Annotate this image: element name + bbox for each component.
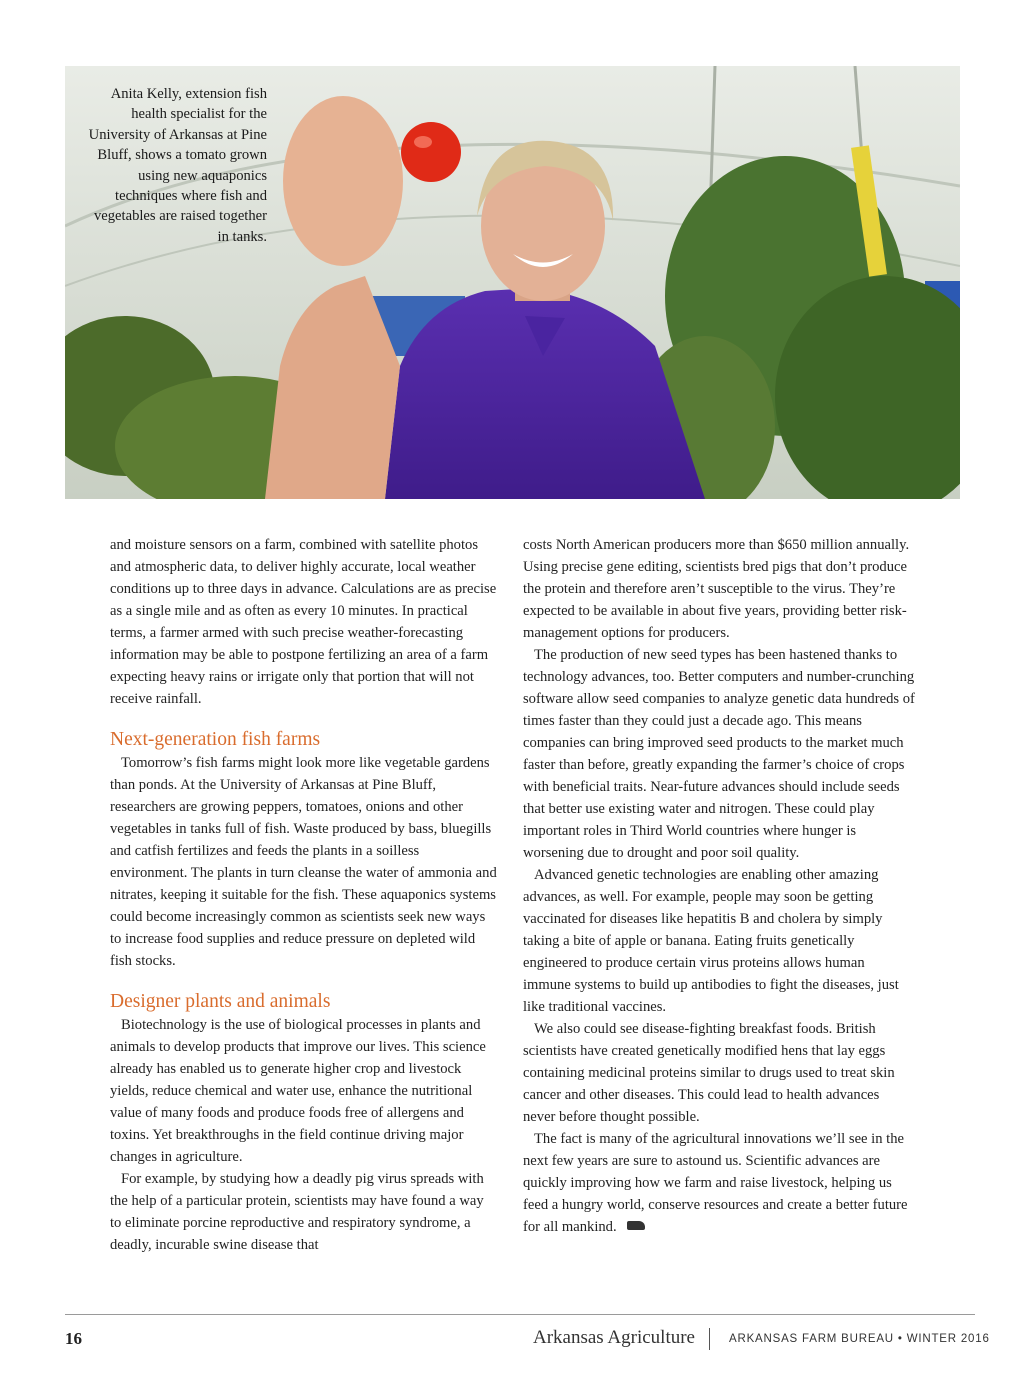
footer-separator xyxy=(709,1328,710,1350)
footer-rule xyxy=(65,1314,975,1315)
photo-caption: Anita Kelly, extension fish health specialist for the University of Arkansas at Pine Bluff, shows a tomato grown using new aquaponics techniques where fish and vegetables are raised together in tanks. xyxy=(88,86,267,245)
final-paragraph xyxy=(523,1128,915,1238)
article-photo xyxy=(65,66,960,499)
right-column xyxy=(523,534,915,1238)
paragraph: Advanced genetic technologies are enabling other amazing advances, as well. For example, people may soon be getting vaccinated for diseases like hepatitis B and cholera by simply taking a bite of apple or banana. Eating fruits genetically engineered to produce certain virus proteins allows human immune systems to build up antibodies to fight the diseases, just like traditional vaccines. xyxy=(523,867,899,1015)
section-heading-fish-farms: Next-generation fish farms xyxy=(110,729,321,750)
paragraph: Biotechnology is the use of biological processes in plants and animals to develop products that improve our lives. This science already has enabled us to generate higher crop and livestock yields, reduce chemical and water use, enhance the nutritional value of many foods and produce foods free of allergens and toxins. Yet breakthroughs in the field continue driving major changes in agriculture. xyxy=(110,1017,486,1165)
page-number: 16 xyxy=(65,1329,82,1348)
end-mark-icon xyxy=(627,1221,645,1230)
section-heading-designer-plants: Designer plants and animals xyxy=(110,991,331,1012)
issue-info: ARKANSAS FARM BUREAU • WINTER 2016 xyxy=(729,1333,990,1345)
paragraph: and moisture sensors on a farm, combined with satellite photos and atmospheric data, to deliver highly accurate, local weather conditions up to three days in advance. Calculations are as precise as a single mile and as often as every 10 minutes. In practical terms, a farmer armed with such precise weather-forecasting information may be able to postpone fertilizing an area of a farm expecting heavy rains or irrigate only that portion that will not receive rainfall. xyxy=(110,537,497,707)
paragraph: The production of new seed types has been hastened thanks to technology advances, too. Better computers and number-crunching software allow seed companies to analyze genetic data hundreds of times faster than they could just a decade ago. This means companies can bring improved seed products to the market much faster than before, greatly expanding the farmer’s choice of crops with beneficial traits. Near-future advances should include seeds that better use existing water and nitrogen. These could play important roles in Third World countries where hunger is worsening due to drought and poor soil quality. xyxy=(523,647,915,861)
paragraph: costs North American producers more than $650 million annually. Using precise gene editing, scientists bred pigs that don’t produce the protein and therefore aren’t susceptible to the virus. They’re expected to be available in about five years, providing better risk-management options for producers. xyxy=(523,537,910,641)
magazine-title: Arkansas Agriculture xyxy=(533,1327,695,1348)
paragraph-text: The fact is many of the agricultural innovations we’ll see in the next few years are sure to astound us. Scientific advances are quickly improving how we farm and raise livestock, helping us feed a hungry world, conserve resources and create a better future for all mankind. xyxy=(523,1131,908,1235)
paragraph: We also could see disease-fighting breakfast foods. British scientists have created genetically modified hens that lay eggs containing medicinal proteins similar to drugs used to treat skin cancer and other diseases. This could lead to health advances never before thought possible. xyxy=(523,1021,895,1125)
paragraph: Tomorrow’s fish farms might look more like vegetable gardens than ponds. At the University of Arkansas at Pine Bluff, researchers are growing peppers, tomatoes, onions and other vegetables in tanks full of fish. Waste produced by bass, bluegills and catfish fertilizes and feeds the plants in a soilless environment. The plants in turn cleanse the water of ammonia and nitrates, keeping it suitable for the fish. These aquaponics systems could become increasingly common as scientists seek new ways to increase food supplies and reduce pressure on depleted wild fish stocks. xyxy=(110,755,497,969)
left-column xyxy=(110,534,498,1256)
paragraph: For example, by studying how a deadly pig virus spreads with the help of a particular protein, scientists may have found a way to eliminate porcine reproductive and respiratory syndrome, a deadly, incurable swine disease that xyxy=(110,1171,484,1253)
